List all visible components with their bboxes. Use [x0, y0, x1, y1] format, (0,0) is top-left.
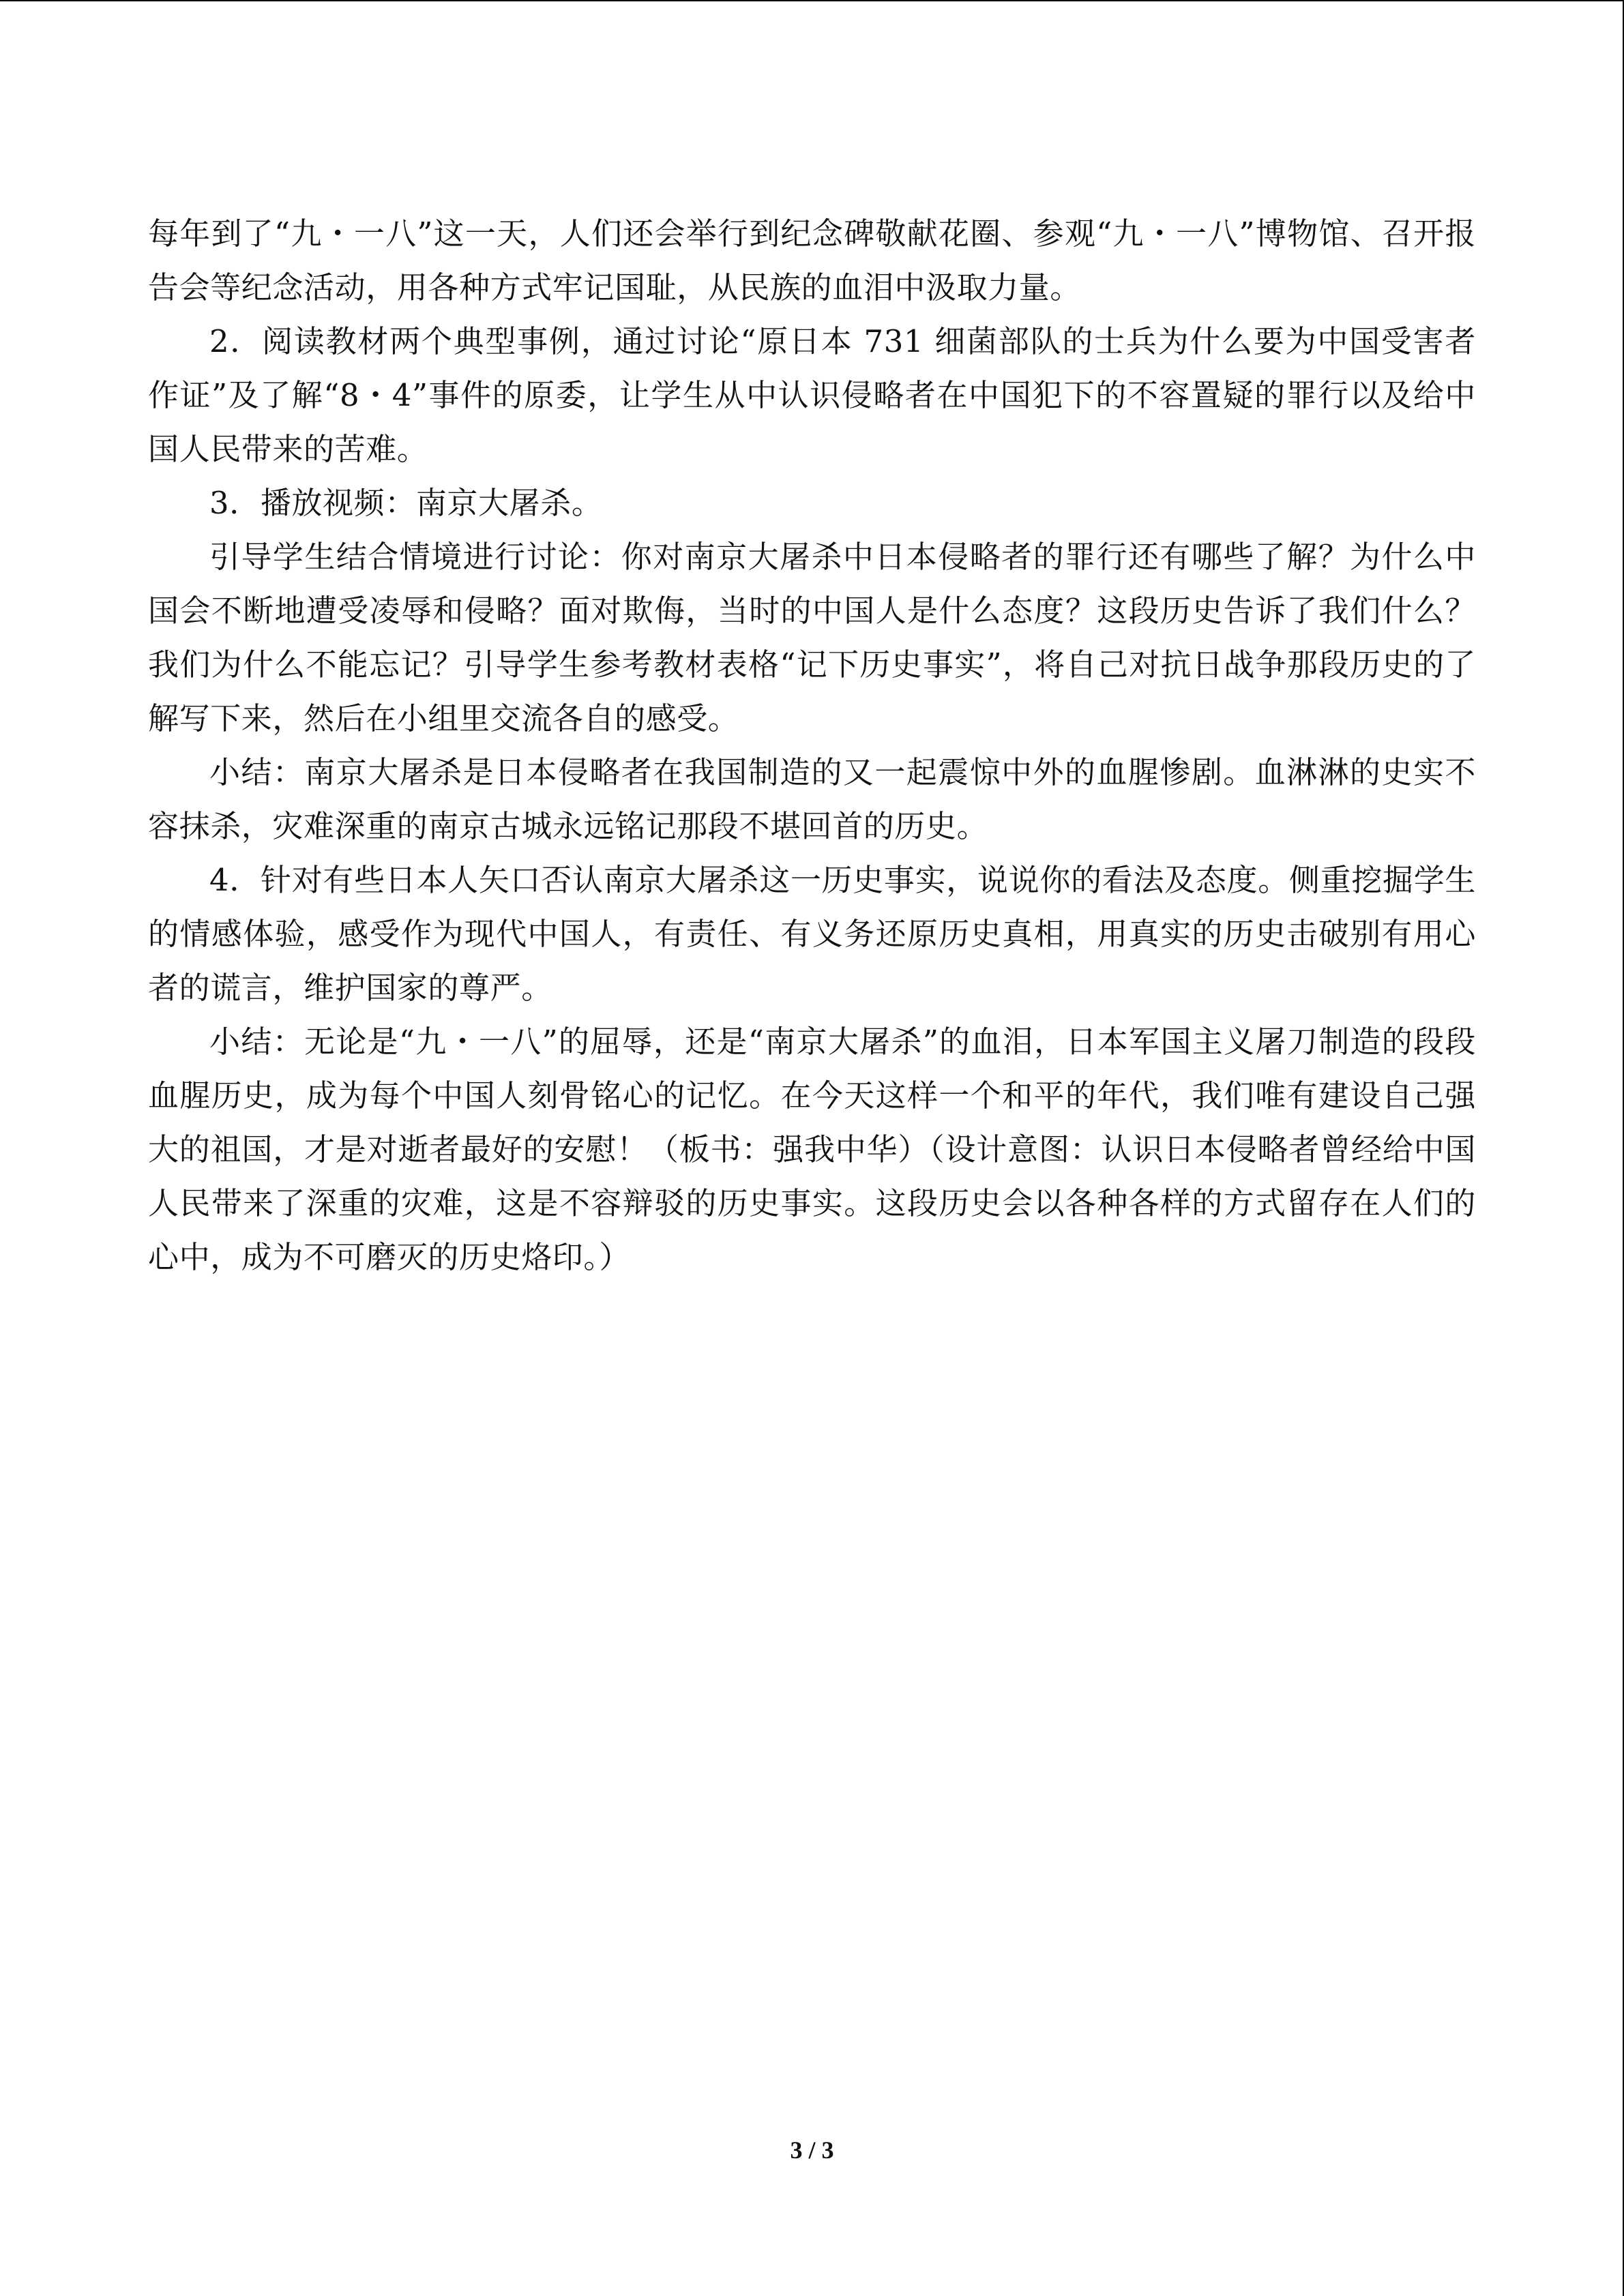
page-top-border [0, 0, 1624, 1]
paragraph-memorial-activities: 每年到了“九・一八”这一天，人们还会举行到纪念碑敬献花圈、参观“九・一八”博物馆、召开报告会等纪念活动，用各种方式牢记国耻，从民族的血泪中汲取力量。 [148, 215, 1476, 305]
paragraph-item-4-denial: 4．针对有些日本人矢口否认南京大屠杀这一历史事实，说说你的看法及态度。侧重挖掘学生的情感体验，感受作为现代中国人，有责任、有义务还原历史真相，用真实的历史击破别有用心者的谎言，维护国家的尊严。 [148, 862, 1476, 1006]
document-body [148, 207, 1476, 1284]
paragraph-discussion-guide: 引导学生结合情境进行讨论：你对南京大屠杀中日本侵略者的罪行还有哪些了解？为什么中国会不断地遭受凌辱和侵略？面对欺侮，当时的中国人是什么态度？这段历史告诉了我们什么？我们为什么不能忘记？引导学生参考教材表格“记下历史事实”，将自己对抗日战争那段历史的了解写下来，然后在小组里交流各自的感受。 [148, 539, 1476, 736]
paragraph-final-summary: 小结：无论是“九・一八”的屈辱，还是“南京大屠杀”的血泪，日本军国主义屠刀制造的段段血腥历史，成为每个中国人刻骨铭心的记忆。在今天这样一个和平的年代，我们唯有建设自己强大的祖国，才是对逝者最好的安慰！（板书：强我中华）（设计意图：认识日本侵略者曾经给中国人民带来了深重的灾难，这是不容辩驳的历史事实。这段历史会以各种各样的方式留存在人们的心中，成为不可磨灭的历史烙印。） [148, 1024, 1476, 1275]
page-number: 3 / 3 [790, 2136, 834, 2164]
paragraph-summary-nanjing: 小结：南京大屠杀是日本侵略者在我国制造的又一起震惊中外的血腥惨剧。血淋淋的史实不容抹杀，灾难深重的南京古城永远铭记那段不堪回首的历史。 [148, 754, 1476, 844]
paragraph-item-2-reading: 2．阅读教材两个典型事例，通过讨论“原日本 731 细菌部队的士兵为什么要为中国受害者作证”及了解“8・4”事件的原委，让学生从中认识侵略者在中国犯下的不容置疑的罪行以及给中国人民带来的苦难。 [148, 323, 1476, 467]
paragraph-item-3-video: 3．播放视频：南京大屠杀。 [209, 485, 603, 521]
